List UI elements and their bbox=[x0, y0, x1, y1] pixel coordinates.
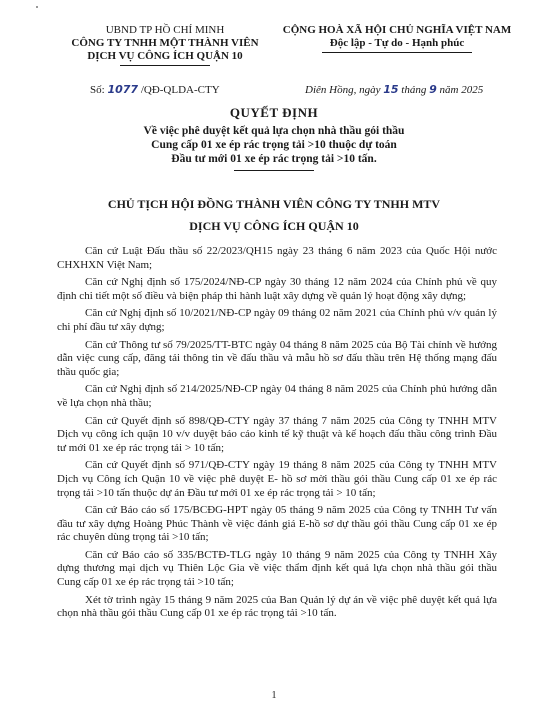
chairman-line-2: DỊCH VỤ CÔNG ÍCH QUẬN 10 bbox=[189, 219, 359, 233]
basis-paragraph: Căn cứ Quyết định số 898/QĐ-CTY ngày 37 tháng 7 năm 2025 của Công ty TNHH MTV Dịch vụ công ích quận 10 v/v duyệt báo cáo kinh tế kỹ thuật và kế hoạch đấu thầu công trình Đầu tư mới 01 xe ép rác trọng tải > 10 tấn; bbox=[57, 414, 497, 454]
place-label: Diên Hồng, ngày bbox=[305, 84, 384, 96]
month-label: tháng bbox=[398, 84, 430, 96]
issuing-chairman bbox=[40, 193, 508, 237]
document-subject bbox=[100, 124, 448, 171]
basis-paragraph: Căn cứ Luật Đấu thầu số 22/2023/QH15 ngày 23 tháng 6 năm 2023 của Quốc Hội nước CHXHXN Việt Nam; bbox=[57, 245, 497, 271]
subject-line-3: Đầu tư mới 01 xe ép rác trọng tải >10 tấn. bbox=[171, 153, 377, 165]
document-number bbox=[90, 83, 220, 96]
basis-paragraph: Căn cứ Nghị định số 10/2021/NĐ-CP ngày 09 tháng 02 năm 2021 của Chính phủ v/v quản lý chi phí đầu tư xây dựng; bbox=[57, 307, 497, 333]
basis-paragraph: Căn cứ Báo cáo số 335/BCTĐ-TLG ngày 10 tháng 9 năm 2025 của Công ty TNHH Xây dựng thương mại dịch vụ Thiên Lộc Gia về việc thẩm định kết quả lựa chọn nhà thầu gói thầu Cung cấp 01 xe ép rác trọng tải >10 tấn; bbox=[57, 548, 497, 589]
issuer-authority: UBND TP HỒ CHÍ MINH bbox=[105, 24, 225, 36]
date-day-handwritten: 15 bbox=[383, 83, 399, 96]
basis-paragraph: Căn cứ Nghị định số 175/2024/NĐ-CP ngày 30 tháng 12 năm 2024 của Chính phủ về quy định chi tiết một số điều và biện pháp thi hành luật xây dựng về quản lý hoạt động xây dựng; bbox=[57, 276, 497, 302]
document-body bbox=[57, 245, 497, 625]
subject-line-2: Cung cấp 01 xe ép rác trọng tải >10 thuộc dự toán bbox=[151, 139, 397, 151]
chairman-line-1: CHỦ TỊCH HỘI ĐỒNG THÀNH VIÊN CÔNG TY TNHH MTV bbox=[107, 197, 441, 211]
doc-number-suffix: /QĐ-QLDA-CTY bbox=[138, 84, 220, 96]
basis-paragraph: Căn cứ Thông tư số 79/2025/TT-BTC ngày 04 tháng 8 năm 2025 của Bộ Tài chính về hướng dẫn việc cung cấp, đăng tải thông tin về đấu thầu và mẫu hồ sơ đấu thầu trên Hệ thống mạng đấu thầu quốc gia; bbox=[57, 338, 497, 378]
doc-number-handwritten: 1077 bbox=[107, 83, 139, 96]
subject-line-1: Về việc phê duyệt kết quả lựa chọn nhà thầu gói thầu bbox=[143, 125, 405, 137]
issuer-company: CÔNG TY TNHH MỘT THÀNH VIÊN bbox=[71, 37, 259, 49]
year-label: năm 2025 bbox=[436, 84, 484, 96]
motto-underline bbox=[322, 52, 472, 53]
basis-paragraph: Căn cứ Nghị định số 214/2025/NĐ-CP ngày 04 tháng 8 năm 2025 của Chính phủ hướng dẫn về lựa chọn nhà thầu; bbox=[57, 383, 497, 409]
doc-number-prefix: Số: bbox=[90, 84, 108, 96]
subject-underline bbox=[234, 170, 314, 171]
consideration-paragraph: Xét tờ trình ngày 15 tháng 9 năm 2025 của Ban Quản lý dự án về việc phê duyệt kết quả lựa chọn nhà thầu gói thầu Cung cấp 01 xe ép rác trọng tải >10 tấn. bbox=[57, 593, 497, 620]
document-title: QUYẾT ĐỊNH bbox=[229, 105, 319, 120]
issuer-header bbox=[60, 24, 270, 66]
national-header bbox=[262, 24, 532, 53]
page-number: 1 bbox=[271, 690, 277, 701]
national-motto: Độc lập - Tự do - Hạnh phúc bbox=[329, 37, 465, 49]
place-and-date bbox=[305, 83, 483, 96]
basis-paragraph: Căn cứ Quyết định số 971/QĐ-CTY ngày 19 tháng 8 năm 2025 của Công ty TNHH MTV Dịch vụ Công ích Quận 10 về việc phê duyệt E- hồ sơ mời thầu gói thầu Cung cấp 01 xe ép rác trọng tải >10 tấn thuộc dự án Đầu tư mới 01 xe ép rác trọng tải > 10 tấn; bbox=[57, 459, 497, 499]
issuer-underline bbox=[120, 65, 210, 66]
issuer-company-unit: DỊCH VỤ CÔNG ÍCH QUẬN 10 bbox=[87, 50, 243, 62]
basis-paragraph: Căn cứ Báo cáo số 175/BCĐG-HPT ngày 05 tháng 9 năm 2025 của Công ty TNHH Tư vấn đầu tư xây dựng Hoàng Phúc Thành về việc đánh giá E-hồ sơ dự thầu gói thầu Cung cấp 01 xe ép rác chuyên dùng trọng tải >10 tấn; bbox=[57, 504, 497, 544]
scan-speck bbox=[36, 6, 38, 8]
date-month-handwritten: 9 bbox=[429, 83, 437, 96]
national-title: CỘNG HOÀ XÃ HỘI CHỦ NGHĨA VIỆT NAM bbox=[282, 24, 512, 36]
